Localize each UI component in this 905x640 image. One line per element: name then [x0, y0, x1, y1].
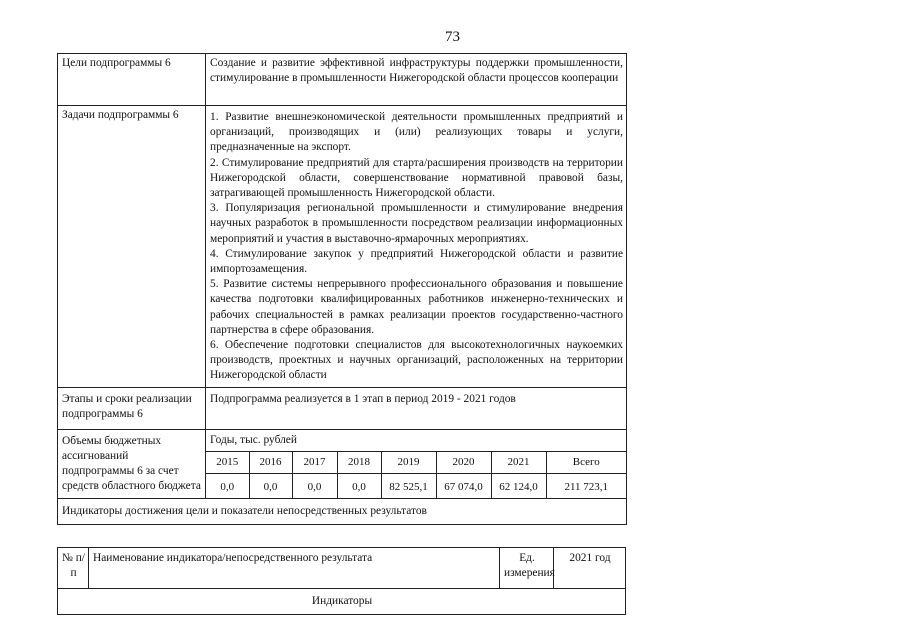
task-item: 2. Стимулирование предприятий для старта/расширения производств на территории Нижегородской области, совершенствование нормативной правовой базы, затрагивающей промышленность Нижегородской области. — [210, 156, 623, 200]
task-item: 1. Развитие внешнеэкономической деятельности промышленных предприятий и организаций, производящих и (или) реализующих товары и услуги, предназначенные на экспорт. — [210, 111, 623, 154]
budget-year: 2016 — [249, 452, 292, 474]
stages-label: Этапы и сроки реализации подпрограммы 6 — [58, 387, 206, 429]
indicator-unit-header: Ед. измерения — [500, 548, 554, 589]
tasks-list — [206, 106, 627, 388]
indicators-subheader-row — [58, 589, 626, 615]
budget-total-value: 211 723,1 — [564, 480, 609, 493]
budget-year: 2017 — [292, 452, 337, 474]
budget-year: 2020 — [436, 452, 491, 474]
tasks-row — [58, 106, 627, 388]
indicators-header-row — [58, 548, 626, 589]
budget-label: Объемы бюджетных ассигнований подпрограммы 6 за счет средств областного бюджета — [58, 429, 206, 498]
budget-value: 0,0 — [249, 473, 292, 498]
budget-years-row — [206, 452, 626, 474]
budget-row — [58, 429, 627, 498]
budget-cell — [206, 429, 627, 498]
goals-text: Создание и развитие эффективной инфраструктуры поддержки промышленности, стимулирование в промышленности Нижегородской области процессов кооперации — [206, 54, 627, 106]
indicator-year-header: 2021 год — [554, 548, 626, 589]
budget-total-header: Всего — [546, 452, 626, 474]
page-number: 73 — [445, 29, 460, 45]
budget-value: 67 074,0 — [436, 473, 491, 498]
goals-row — [58, 54, 627, 106]
task-item: 4. Стимулирование закупок у предприятий Нижегородской области и развитие импортозамещения. — [210, 247, 623, 276]
indicator-num-header: № п/п — [58, 548, 89, 589]
task-item: 6. Обеспечение подготовки специалистов для высокотехнологичных наукоемких производств, проектных и научных организаций, расположенных на территории Нижегородской области — [210, 339, 623, 382]
budget-year: 2019 — [381, 452, 436, 474]
indicators-subheader: Индикаторы — [58, 589, 626, 615]
subprogram-passport-table — [57, 53, 627, 525]
task-item: 5. Развитие системы непрерывного профессионального образования и повышение качества подготовки квалифицированных работников инженерно-технических и рабочих специальностей в рамках реализации проектов государственно-частного партнерства в сфере образования. — [210, 278, 623, 336]
budget-year: 2015 — [206, 452, 249, 474]
stages-text: Подпрограмма реализуется в 1 этап в период 2019 - 2021 годов — [206, 387, 627, 429]
task-item: 3. Популяризация региональной промышленности и стимулирование внедрения научных разработок в промышленности посредством реализации информационных мероприятий и участия в выставочно-ярмарочных мероприятиях. — [210, 202, 623, 245]
budget-year: 2018 — [337, 452, 381, 474]
indicators-title: Индикаторы достижения цели и показатели непосредственных результатов — [58, 498, 627, 524]
indicators-table — [57, 547, 626, 615]
goals-label: Цели подпрограммы 6 — [58, 54, 206, 106]
indicators-title-row — [58, 498, 627, 524]
indicator-name-header: Наименование индикатора/непосредственного результата — [89, 548, 500, 589]
budget-year: 2021 — [491, 452, 546, 474]
budget-value: 0,0 — [206, 473, 249, 498]
budget-value: 82 525,1 — [381, 473, 436, 498]
stages-row — [58, 387, 627, 429]
budget-value: 62 124,0 — [491, 473, 546, 498]
budget-value: 0,0 — [337, 473, 381, 498]
budget-value: 0,0 — [292, 473, 337, 498]
tasks-label: Задачи подпрограммы 6 — [58, 106, 206, 388]
budget-table — [206, 452, 626, 498]
budget-values-row — [206, 473, 626, 498]
budget-unit: Годы, тыс. рублей — [206, 430, 626, 452]
